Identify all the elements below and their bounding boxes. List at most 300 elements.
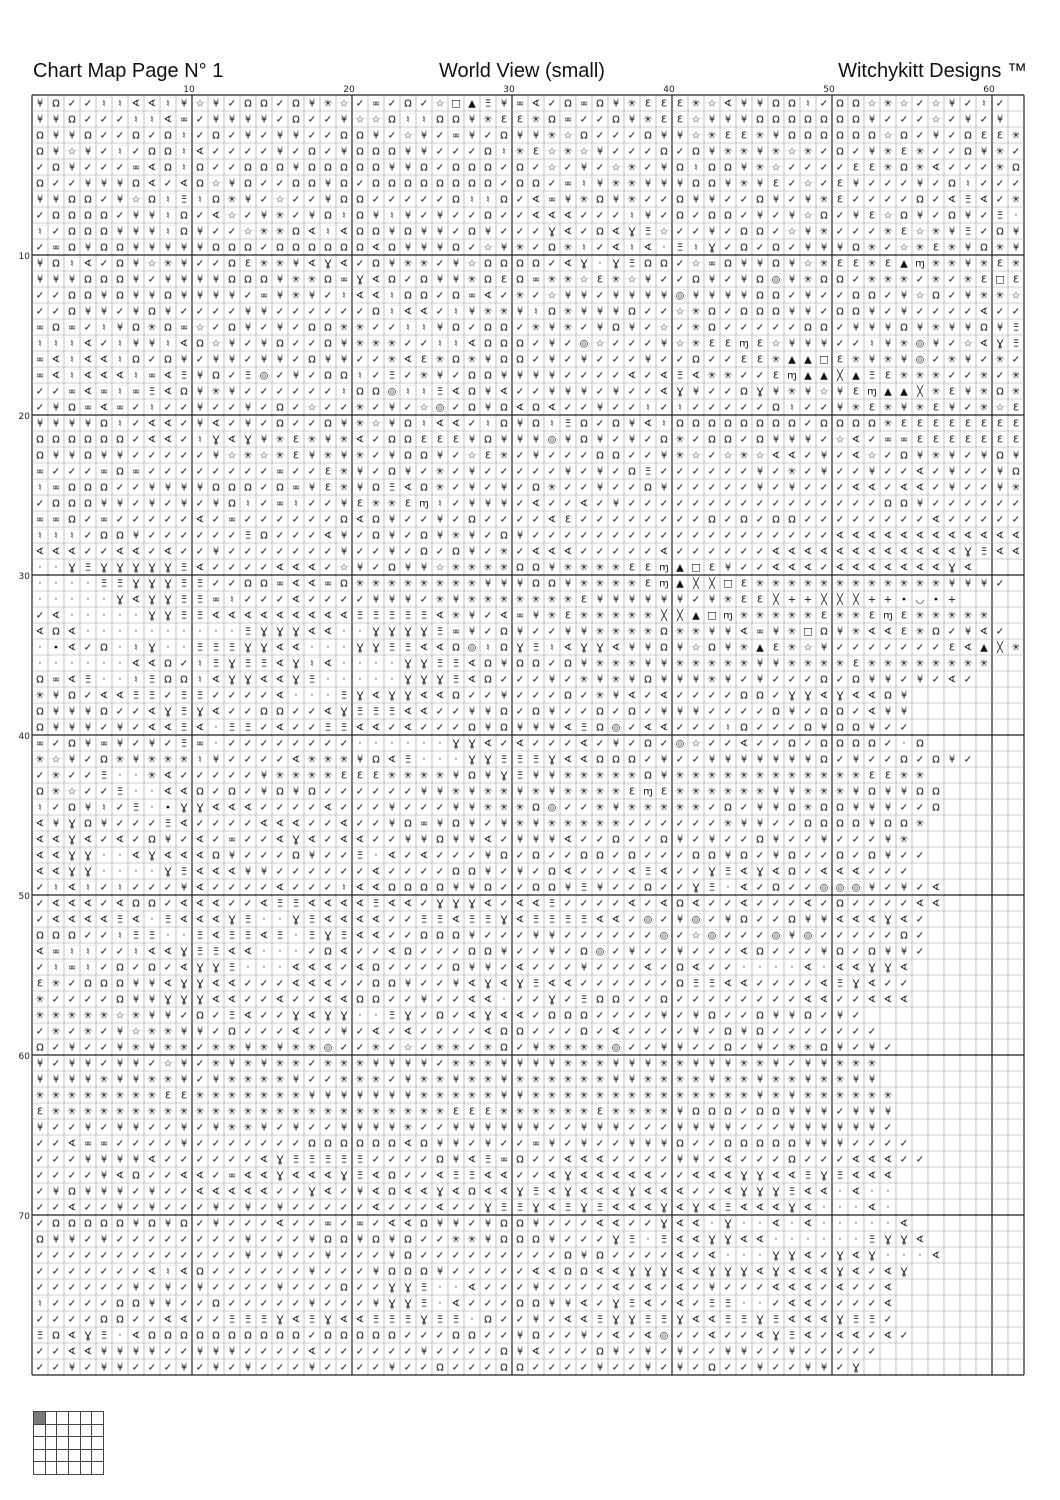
- stitch-symbol: Ω: [36, 147, 44, 158]
- stitch-symbol: ✳: [340, 1075, 348, 1086]
- stitch-symbol: ☆: [196, 99, 205, 110]
- stitch-symbol: ✓: [868, 499, 876, 510]
- stitch-symbol: ✓: [756, 739, 764, 750]
- stitch-symbol: ✓: [692, 595, 700, 606]
- stitch-symbol: ¥: [469, 131, 475, 142]
- stitch-symbol: ¥: [725, 179, 731, 190]
- stitch-symbol: ✓: [692, 755, 700, 766]
- stitch-symbol: ¥: [85, 803, 91, 814]
- stitch-symbol: ¥: [997, 323, 1003, 334]
- stitch-symbol: Ɛ: [437, 435, 443, 446]
- stitch-symbol: ✓: [756, 979, 764, 990]
- stitch-symbol: Ɣ: [469, 899, 476, 910]
- stitch-symbol: ∢: [612, 1283, 620, 1294]
- stitch-symbol: ✓: [612, 1139, 620, 1150]
- stitch-symbol: ✳: [836, 771, 844, 782]
- stitch-symbol: ¥: [853, 211, 859, 222]
- stitch-symbol: ♮: [550, 419, 554, 430]
- stitch-symbol: Ω: [756, 835, 764, 846]
- stitch-symbol: ∢: [852, 1171, 860, 1182]
- stitch-symbol: Ω: [692, 179, 700, 190]
- stitch-symbol: ¥: [517, 1347, 523, 1358]
- stitch-symbol: ∢: [612, 1267, 620, 1278]
- stitch-symbol: ✓: [756, 547, 764, 558]
- stitch-symbol: Ω: [212, 1299, 220, 1310]
- stitch-symbol: Ω: [356, 1331, 364, 1342]
- stitch-symbol: ✳: [532, 595, 540, 606]
- stitch-symbol: ✓: [292, 419, 300, 430]
- stitch-symbol: ✓: [388, 995, 396, 1006]
- stitch-symbol: ¥: [533, 451, 539, 462]
- stitch-symbol: ∞: [180, 323, 188, 334]
- stitch-symbol: Ɣ: [325, 1315, 332, 1326]
- stitch-symbol: Ω: [900, 163, 908, 174]
- stitch-symbol: ✓: [452, 211, 460, 222]
- stitch-symbol: ✳: [548, 131, 556, 142]
- stitch-symbol: Ɣ: [181, 803, 188, 814]
- stitch-symbol: ✳: [596, 579, 604, 590]
- stitch-symbol: ∢: [724, 1187, 732, 1198]
- stitch-symbol: ✓: [452, 403, 460, 414]
- stitch-symbol: ✓: [132, 1139, 140, 1150]
- stitch-symbol: Ω: [532, 419, 540, 430]
- stitch-symbol: Ω: [532, 579, 540, 590]
- stitch-symbol: ✳: [884, 419, 892, 430]
- stitch-symbol: ¥: [629, 595, 635, 606]
- stitch-symbol: ✓: [1012, 515, 1020, 526]
- stitch-symbol: ✓: [260, 1347, 268, 1358]
- stitch-symbol: ✳: [916, 403, 924, 414]
- stitch-symbol: ✓: [868, 1331, 876, 1342]
- stitch-symbol: ✳: [724, 787, 732, 798]
- stitch-symbol: ✓: [580, 931, 588, 942]
- stitch-symbol: Ξ: [197, 947, 203, 958]
- stitch-symbol: ·: [758, 1299, 761, 1310]
- stitch-symbol: Ω: [772, 403, 780, 414]
- stitch-symbol: ✓: [836, 1347, 844, 1358]
- stitch-symbol: ✳: [276, 1091, 284, 1102]
- stitch-symbol: Ɛ: [597, 1107, 603, 1118]
- stitch-symbol: Ω: [100, 435, 108, 446]
- stitch-symbol: Ω: [148, 1331, 156, 1342]
- stitch-symbol: ✓: [260, 403, 268, 414]
- stitch-symbol: ✓: [132, 1203, 140, 1214]
- stitch-symbol: ✓: [756, 931, 764, 942]
- stitch-symbol: ¥: [581, 1251, 587, 1262]
- stitch-symbol: ✓: [132, 1187, 140, 1198]
- stitch-symbol: ✳: [468, 275, 476, 286]
- stitch-symbol: ✳: [452, 531, 460, 542]
- stitch-symbol: ✳: [436, 1107, 444, 1118]
- minimap-cell: [46, 1437, 58, 1450]
- stitch-symbol: ✳: [580, 563, 588, 574]
- stitch-symbol: ♮: [342, 211, 346, 222]
- stitch-symbol: ·: [422, 755, 425, 766]
- stitch-symbol: ¥: [789, 707, 795, 718]
- stitch-symbol: ✓: [644, 371, 652, 382]
- stitch-symbol: Ξ: [181, 579, 187, 590]
- stitch-symbol: ✳: [260, 227, 268, 238]
- stitch-symbol: ∢: [900, 483, 908, 494]
- stitch-symbol: Ɣ: [165, 995, 172, 1006]
- stitch-symbol: ✓: [756, 563, 764, 574]
- stitch-symbol: Ω: [836, 307, 844, 318]
- stitch-symbol: Ω: [676, 899, 684, 910]
- stitch-symbol: Ξ: [213, 947, 219, 958]
- stitch-symbol: ¥: [693, 1027, 699, 1038]
- stitch-symbol: ·: [758, 963, 761, 974]
- stitch-symbol: ✳: [260, 1075, 268, 1086]
- stitch-symbol: ✳: [196, 1091, 204, 1102]
- stitch-symbol: ¥: [901, 787, 907, 798]
- stitch-symbol: ✳: [468, 579, 476, 590]
- stitch-symbol: ✓: [644, 323, 652, 334]
- stitch-symbol: ✓: [852, 1027, 860, 1038]
- stitch-symbol: ¥: [853, 179, 859, 190]
- stitch-symbol: ✓: [724, 707, 732, 718]
- stitch-symbol: ·: [726, 1251, 729, 1262]
- stitch-symbol: ¥: [597, 307, 603, 318]
- stitch-symbol: ¥: [149, 499, 155, 510]
- stitch-symbol: ✓: [868, 195, 876, 206]
- stitch-symbol: ∢: [708, 1315, 716, 1326]
- stitch-symbol: ¥: [373, 211, 379, 222]
- stitch-symbol: ✓: [148, 883, 156, 894]
- stitch-symbol: ✓: [516, 675, 524, 686]
- stitch-symbol: ☆: [404, 1043, 413, 1054]
- stitch-symbol: ¥: [661, 707, 667, 718]
- stitch-symbol: ✓: [292, 467, 300, 478]
- stitch-symbol: Ω: [324, 947, 332, 958]
- stitch-symbol: ✳: [372, 499, 380, 510]
- stitch-symbol: ✓: [308, 707, 316, 718]
- stitch-symbol: ∢: [836, 563, 844, 574]
- stitch-symbol: ¥: [613, 307, 619, 318]
- stitch-symbol: ✓: [772, 1155, 780, 1166]
- stitch-symbol: ✳: [436, 771, 444, 782]
- stitch-symbol: ✓: [788, 243, 796, 254]
- stitch-symbol: ¥: [757, 755, 763, 766]
- stitch-symbol: ∢: [68, 899, 76, 910]
- stitch-symbol: Ω: [852, 723, 860, 734]
- stitch-symbol: ·: [790, 963, 793, 974]
- stitch-symbol: ∢: [180, 851, 188, 862]
- stitch-symbol: ✳: [612, 275, 620, 286]
- stitch-symbol: Ɛ: [869, 771, 875, 782]
- stitch-symbol: Ɣ: [853, 979, 860, 990]
- stitch-symbol: ¥: [453, 1219, 459, 1230]
- stitch-symbol: ¥: [741, 259, 747, 270]
- stitch-symbol: ¥: [133, 1075, 139, 1086]
- stitch-symbol: ♮: [198, 675, 202, 686]
- stitch-symbol: ¥: [805, 243, 811, 254]
- stitch-symbol: ☆: [404, 131, 413, 142]
- stitch-symbol: ¥: [549, 787, 555, 798]
- stitch-symbol: ✓: [276, 755, 284, 766]
- stitch-symbol: ✓: [84, 1299, 92, 1310]
- stitch-symbol: Ω: [532, 707, 540, 718]
- stitch-symbol: ✓: [644, 387, 652, 398]
- stitch-symbol: Ω: [388, 275, 396, 286]
- stitch-symbol: ✓: [196, 131, 204, 142]
- stitch-symbol: ¥: [549, 947, 555, 958]
- stitch-symbol: Ω: [548, 867, 556, 878]
- stitch-symbol: ✳: [484, 595, 492, 606]
- stitch-symbol: ✓: [132, 835, 140, 846]
- stitch-symbol: ·: [54, 595, 57, 606]
- stitch-symbol: ✳: [852, 771, 860, 782]
- stitch-symbol: Ɣ: [565, 1187, 572, 1198]
- stitch-symbol: ✓: [116, 1139, 124, 1150]
- stitch-symbol: ¥: [181, 355, 187, 366]
- stitch-symbol: ¥: [405, 467, 411, 478]
- stitch-symbol: ∢: [836, 963, 844, 974]
- stitch-symbol: ¥: [581, 1331, 587, 1342]
- stitch-symbol: ✓: [964, 675, 972, 686]
- stitch-symbol: ¥: [453, 803, 459, 814]
- stitch-symbol: ✓: [324, 307, 332, 318]
- stitch-symbol: ✓: [820, 307, 828, 318]
- stitch-symbol: ✓: [900, 803, 908, 814]
- stitch-symbol: ╳: [676, 609, 684, 622]
- stitch-symbol: ∢: [404, 1187, 412, 1198]
- stitch-symbol: Ω: [756, 115, 764, 126]
- stitch-symbol: Ω: [452, 243, 460, 254]
- stitch-symbol: ∢: [804, 899, 812, 910]
- stitch-symbol: ¥: [133, 275, 139, 286]
- stitch-symbol: ✳: [148, 1075, 156, 1086]
- stitch-symbol: ¥: [149, 483, 155, 494]
- stitch-symbol: ¥: [101, 499, 107, 510]
- stitch-symbol: Ξ: [117, 787, 123, 798]
- stitch-symbol: ✓: [692, 1043, 700, 1054]
- stitch-symbol: Ω: [820, 275, 828, 286]
- stitch-symbol: ✳: [708, 1091, 716, 1102]
- stitch-symbol: ✓: [244, 787, 252, 798]
- stitch-symbol: ✓: [52, 1251, 60, 1262]
- minimap-cell: [57, 1425, 69, 1438]
- stitch-symbol: ✓: [452, 1027, 460, 1038]
- stitch-symbol: ✓: [228, 227, 236, 238]
- stitch-symbol: ¥: [101, 179, 107, 190]
- stitch-symbol: ∢: [404, 723, 412, 734]
- row-number-label: 40: [19, 732, 31, 742]
- stitch-symbol: ✓: [820, 163, 828, 174]
- stitch-symbol: ☆: [692, 131, 701, 142]
- stitch-symbol: ✓: [740, 1011, 748, 1022]
- stitch-symbol: ✓: [324, 835, 332, 846]
- stitch-symbol: ✳: [916, 659, 924, 670]
- stitch-symbol: ∢: [724, 1171, 732, 1182]
- stitch-symbol: ·: [854, 1203, 857, 1214]
- stitch-symbol: ¥: [389, 403, 395, 414]
- stitch-symbol: Ɣ: [501, 915, 508, 926]
- stitch-symbol: ✓: [644, 515, 652, 526]
- stitch-symbol: ✳: [708, 771, 716, 782]
- stitch-symbol: Ɛ: [917, 419, 923, 430]
- stitch-symbol: ✳: [148, 1091, 156, 1102]
- stitch-symbol: ✳: [324, 1059, 332, 1070]
- stitch-symbol: Ω: [196, 1267, 204, 1278]
- stitch-symbol: Ω: [484, 259, 492, 270]
- stitch-symbol: ¥: [885, 675, 891, 686]
- stitch-symbol: Ω: [708, 323, 716, 334]
- stitch-symbol: ¥: [645, 1347, 651, 1358]
- stitch-symbol: +: [868, 595, 876, 606]
- stitch-symbol: ✓: [52, 1155, 60, 1166]
- stitch-symbol: ✳: [564, 323, 572, 334]
- stitch-symbol: ✓: [516, 515, 524, 526]
- stitch-symbol: ✓: [484, 1331, 492, 1342]
- stitch-symbol: ✓: [212, 1171, 220, 1182]
- stitch-symbol: ✓: [452, 227, 460, 238]
- stitch-symbol: ✓: [276, 851, 284, 862]
- stitch-symbol: ✳: [580, 1075, 588, 1086]
- stitch-symbol: Ω: [836, 899, 844, 910]
- stitch-symbol: ✓: [148, 451, 156, 462]
- stitch-symbol: ✓: [452, 1011, 460, 1022]
- stitch-symbol: ∢: [292, 579, 300, 590]
- stitch-symbol: Ω: [100, 243, 108, 254]
- stitch-symbol: Ξ: [357, 1171, 363, 1182]
- stitch-symbol: ∢: [980, 195, 988, 206]
- stitch-symbol: ✓: [692, 835, 700, 846]
- stitch-symbol: ✓: [404, 1203, 412, 1214]
- stitch-symbol: ✳: [372, 1107, 380, 1118]
- stitch-symbol: ✓: [228, 691, 236, 702]
- stitch-symbol: ✓: [36, 915, 44, 926]
- stitch-symbol: ♮: [870, 339, 874, 350]
- stitch-symbol: ✓: [132, 723, 140, 734]
- stitch-symbol: ∢: [932, 1251, 940, 1262]
- stitch-symbol: Ω: [900, 211, 908, 222]
- stitch-symbol: ✳: [500, 803, 508, 814]
- stitch-symbol: ✓: [740, 931, 748, 942]
- stitch-symbol: ✓: [660, 467, 668, 478]
- stitch-symbol: ¥: [965, 259, 971, 270]
- stitch-symbol: ✳: [180, 1107, 188, 1118]
- stitch-symbol: ✓: [116, 163, 124, 174]
- stitch-symbol: ✓: [628, 483, 636, 494]
- stitch-symbol: Ω: [500, 403, 508, 414]
- stitch-symbol: ✓: [180, 1299, 188, 1310]
- stitch-symbol: ✓: [68, 995, 76, 1006]
- stitch-symbol: ¥: [565, 579, 571, 590]
- stitch-symbol: ▲: [676, 579, 684, 590]
- stitch-symbol: ✓: [52, 387, 60, 398]
- stitch-symbol: Ω: [388, 179, 396, 190]
- stitch-symbol: ✓: [404, 531, 412, 542]
- stitch-symbol: ☆: [692, 115, 701, 126]
- stitch-symbol: ✓: [340, 1187, 348, 1198]
- stitch-symbol: ✳: [644, 1107, 652, 1118]
- stitch-symbol: Ξ: [837, 979, 843, 990]
- stitch-symbol: ✓: [852, 147, 860, 158]
- stitch-symbol: ✓: [500, 1283, 508, 1294]
- stitch-symbol: ∢: [100, 371, 108, 382]
- stitch-symbol: Ɛ: [453, 1107, 459, 1118]
- stitch-symbol: ✓: [676, 1171, 684, 1182]
- stitch-symbol: ¥: [549, 371, 555, 382]
- stitch-symbol: ∢: [212, 931, 220, 942]
- stitch-symbol: Ξ: [309, 1155, 315, 1166]
- stitch-symbol: ✓: [612, 339, 620, 350]
- stitch-symbol: ✳: [628, 627, 636, 638]
- stitch-symbol: ✳: [36, 1091, 44, 1102]
- stitch-symbol: ✓: [820, 1347, 828, 1358]
- stitch-symbol: Ω: [468, 179, 476, 190]
- stitch-symbol: ✓: [68, 467, 76, 478]
- stitch-symbol: ✓: [564, 163, 572, 174]
- stitch-symbol: ☆: [900, 99, 909, 110]
- stitch-symbol: ✓: [964, 99, 972, 110]
- stitch-symbol: Ξ: [581, 723, 587, 734]
- stitch-symbol: Ω: [692, 147, 700, 158]
- stitch-symbol: ∞: [148, 371, 156, 382]
- stitch-symbol: ∢: [212, 979, 220, 990]
- stitch-symbol: Ɛ: [709, 339, 715, 350]
- stitch-symbol: Ω: [404, 819, 412, 830]
- stitch-symbol: Ɣ: [277, 1315, 284, 1326]
- stitch-symbol: ¥: [533, 1283, 539, 1294]
- stitch-symbol: ¥: [37, 275, 43, 286]
- stitch-symbol: ¥: [549, 1235, 555, 1246]
- stitch-symbol: ✓: [676, 931, 684, 942]
- stitch-symbol: Ω: [36, 179, 44, 190]
- stitch-symbol: ✓: [948, 627, 956, 638]
- stitch-symbol: Ɛ: [933, 403, 939, 414]
- stitch-symbol: ¥: [261, 787, 267, 798]
- stitch-symbol: ✳: [820, 227, 828, 238]
- stitch-symbol: ✓: [468, 851, 476, 862]
- stitch-symbol: ∢: [564, 723, 572, 734]
- stitch-symbol: Ω: [164, 1331, 172, 1342]
- stitch-symbol: Ξ: [597, 1203, 603, 1214]
- stitch-symbol: ✓: [676, 547, 684, 558]
- stitch-symbol: Ω: [292, 243, 300, 254]
- stitch-symbol: Ɣ: [325, 931, 332, 942]
- stitch-symbol: Ω: [484, 339, 492, 350]
- stitch-symbol: ¥: [437, 323, 443, 334]
- stitch-symbol: Ω: [820, 819, 828, 830]
- stitch-symbol: ¥: [181, 99, 187, 110]
- stitch-symbol: Ω: [820, 131, 828, 142]
- stitch-symbol: ∢: [324, 1171, 332, 1182]
- stitch-symbol: ✓: [212, 1011, 220, 1022]
- stitch-symbol: ¥: [597, 1123, 603, 1134]
- stitch-symbol: ✓: [420, 803, 428, 814]
- stitch-symbol: ∞: [532, 275, 540, 286]
- stitch-symbol: ✳: [804, 275, 812, 286]
- stitch-symbol: Ω: [740, 1139, 748, 1150]
- stitch-symbol: ¥: [405, 243, 411, 254]
- stitch-symbol: ¥: [901, 707, 907, 718]
- stitch-symbol: ✓: [100, 1283, 108, 1294]
- stitch-symbol: ✓: [852, 1043, 860, 1054]
- stitch-symbol: Ω: [820, 627, 828, 638]
- stitch-symbol: ∢: [884, 1331, 892, 1342]
- stitch-symbol: Ɛ: [773, 643, 779, 654]
- stitch-symbol: ¥: [69, 1363, 75, 1374]
- stitch-symbol: ✳: [628, 771, 636, 782]
- stitch-symbol: ¥: [853, 1107, 859, 1118]
- stitch-symbol: ✓: [644, 707, 652, 718]
- stitch-symbol: ✓: [36, 499, 44, 510]
- stitch-symbol: Ω: [756, 275, 764, 286]
- stitch-symbol: ∢: [772, 563, 780, 574]
- stitch-symbol: ¥: [677, 643, 683, 654]
- stitch-symbol: ¥: [485, 851, 491, 862]
